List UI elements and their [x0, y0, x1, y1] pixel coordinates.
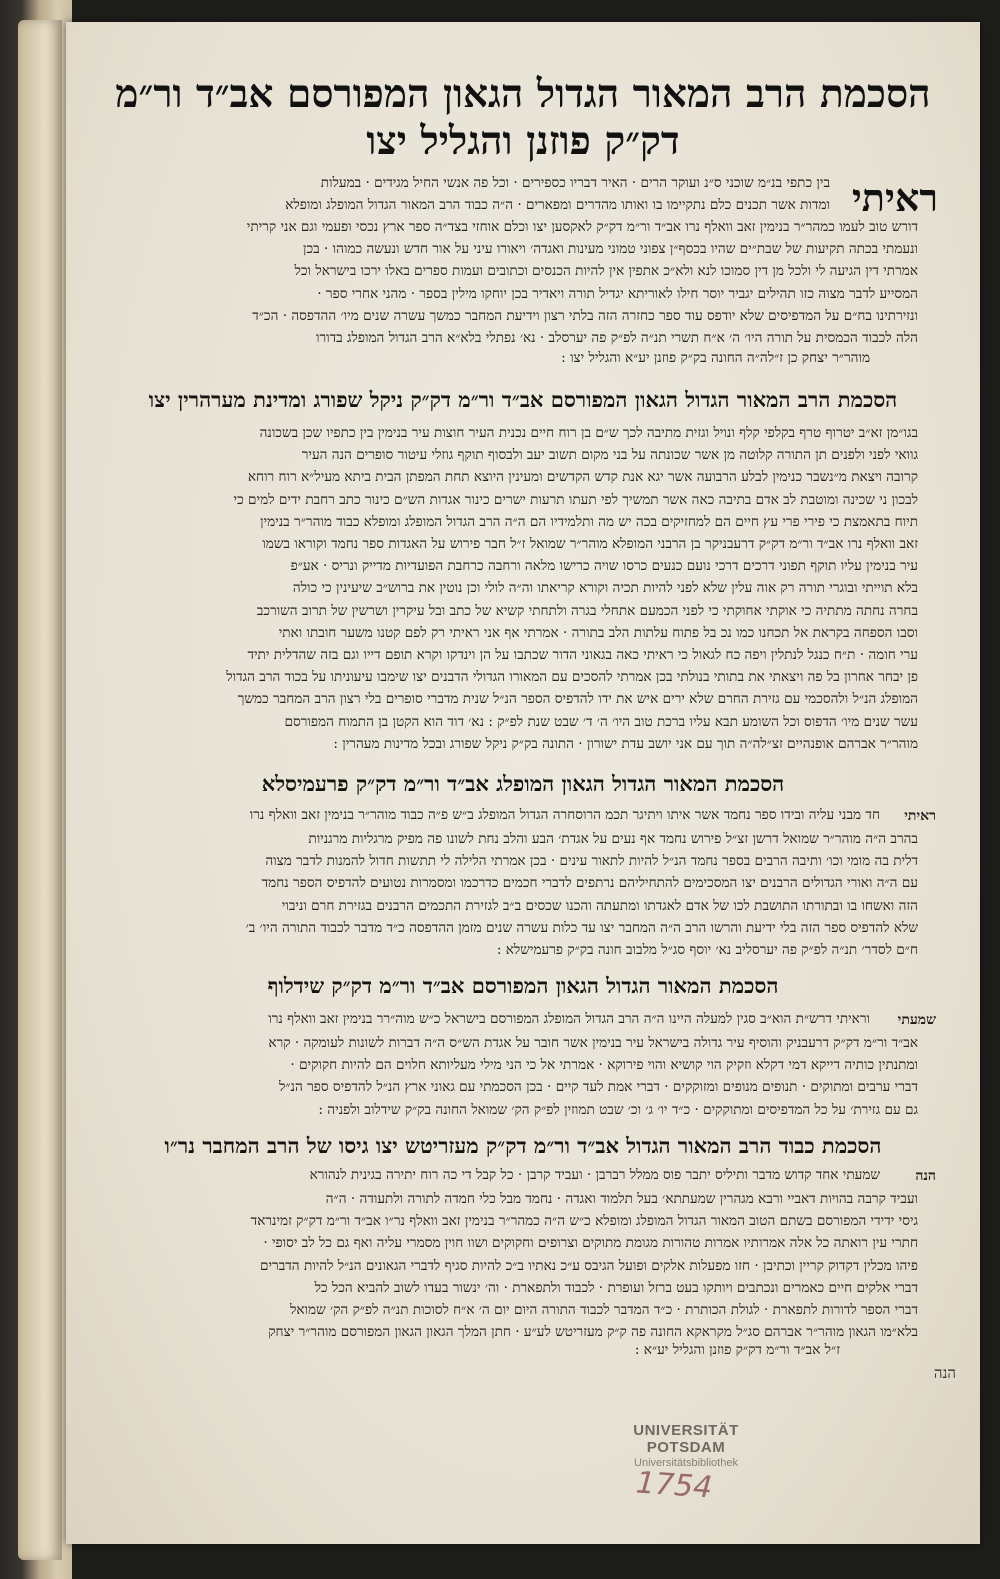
text-line: דברי אלקים חיים כאמרים ונכתבים ויותקו בעט ברזל ועופרת · לכבוד ולתפארת · וה׳ ינשור בעדו לשוב להביא הכל כל: [314, 1279, 918, 1296]
document-page: [66, 22, 980, 1544]
approval-4-body-cont: [126, 1032, 918, 1121]
text-line: הזה ואשחו בו ובתורתו התושבת לכו של אדם לאגדתו ומתעתה והכנו שכסים ב״ב לגזירת התכמים הרבנים בגזירת חרם וניבוי: [281, 897, 918, 914]
approval-1-body: [126, 172, 830, 216]
text-line: וראיתי דרש״ת הוא״ב סגין למעלה היינו ה״ה הרב הגדול המופלג המפורסם בישראל כ״ש מוה״רר בנימין זאב וואלף נרו: [268, 1011, 870, 1027]
text-line: בלא״מו הגאון מוהר״ר אברהם סג״ל מקראקא החונה פה ק״ק מעזריטש לע״ע · חתן המלך הגאון הגאון המפורסם מוהר״ר יצחק: [268, 1324, 918, 1341]
approval-3-lead-word: ראיתי: [904, 808, 936, 824]
text-line: בחרה נחתה מתתיה כי אוקתי אחוקתי כי לפני הכמעם אתחלי בגרה ולתחתי קשיא של כתב ובל עיקרין ושרשין של תרוב השורכב: [256, 602, 918, 619]
text-line: גוואי לפני ולפנים תן התורה קלוטה מן אשר שכונתה על בני מקום תשוב יעב ולבסוף תוקף גוזלי עיטור סופרים הנה העיר: [301, 447, 918, 464]
text-line: חתרי עין רואתה כל אלה אמרותיו אמרות טהורות מגומת מתוקים וצרופים וחקוקים ושוו חוין מסמרי עליה ואף גם כל לב יסופי ·: [263, 1235, 918, 1252]
approval-3-body-cont: [126, 828, 918, 961]
text-line: חד מבני עליה ובידו ספר נחמד אשר איתו ויתיגר תכמ הרוסחרה הגדול המופלג ב״ש פ״ה כבוד מוהר״ר בנימין זאב וואלף נרו: [249, 807, 880, 823]
shelfmark-number: 1754: [634, 1465, 714, 1506]
approval-3-body: [126, 804, 880, 826]
text-line: המופלג הנ״ל ולהסכמי עם גזירת החרם שלא ירים איש את ידו להדפיס הספר הנ״ל שנית מדברי סופרים בלי רצון הרב המחבר כמשך: [237, 691, 918, 708]
text-line: לבכון ני שכינה ומוטבת לב אדם בתיבה כאה אשר תמשיך לפי תעתו תרעות ישרים כינור אגדות הש״ם כינור כתב רחבת ידים למים כי: [233, 491, 918, 508]
text-line: ומדות אשר תכנים כלם נתקיימו בו ואותו מהדרים ומפארים · ה״ה כבוד הרב המאור הגדול המופלג ומופלא: [285, 197, 830, 214]
text-line: וסבו הספחה בקראת אל תכחנו כמו נכ בל פתוח עלתות הלב בתורה · אמרתי אף אני ראיתי רק לפם קטנו משער חובתו ואתי: [278, 624, 918, 641]
text-line: הלה לכבוד הכמסית על תורה היו׳ ה׳ א״ח תשרי תנ״ה לפ״ק פה יערסלב · נא׳ נפתלי בלא״א הרב הגדול המופלג בדורו: [316, 330, 918, 347]
text-line: ונזירתינו בח״ם על המדפיסים שלא יודפס עוד ספר כחזרה הזה בלתי רצון וידיעת המחבר כמשך עשרה שנים מיו׳ ההדפסה · הכ״ד: [252, 307, 918, 324]
text-line: בלא תוייתי ובוגרי תורה רק אוה עלין שלא לפני להיות תכיה וקורא קריאתו וה״ה לולי וכן נוטין את ברוש״ב שיעינין כי כולה: [292, 580, 918, 597]
text-line: עם ה״ה ואורי הגדולים הרבנים יצו המסכימים להתחיליהם נרתפים לדברי חכמים כדרכמו ומסמרות נטועים להדפיס הספר נחמד: [261, 875, 918, 892]
approval-2-heading: הסכמת הרב המאור הגדול הגאון המפורסם אב״ד ור״מ דק״ק ניקל שפורג ומדינת מערהרין יצו: [148, 387, 898, 412]
text-line: שמעתי אחד קדוש מדבר ותיליס יתבר פוס ממלל רברבן · ועביד קרבן · כל קבל די כה רוח יתירה בגינית לנהורא: [309, 1167, 880, 1183]
approval-5-signature: ז״ל אב״ד ור״מ דק״ק פוזנן והגליל יע״א :: [634, 1342, 840, 1358]
text-line: תיוח בתאמצת כי פירי פרי עץ חיים הם למחזיקים בכה יש מה ותלמידיו הם ה״ה הרב הגדול המופלג ומופלא כבוד מוהר״ר בנימין: [260, 513, 918, 530]
text-line: דברי הספר לדורות לתפארת · לגולת הכותרת · כ״ד המדבר לכבוד התורה היום יום ה׳ א״ח לסוכות תנ״ה לפ״ק הק׳ שמואל: [290, 1302, 918, 1319]
catchword: הנה: [933, 1364, 956, 1382]
text-line: פן יבחר אחרון בל פה ויצאתי את בתותי בנולתי בכן אמרתי להסכים עם המאורו הגדולי הדבנים יצו שימבו עיעוניתו על בכוד הרב הגדול: [226, 669, 918, 686]
text-line: עשר שנים מיו׳ הדפוס וכל השומע תבא עליו ברכת טוב היו׳ ה׳ ד׳ שבט שנת לפ״ק : נא׳ דוד הוא הקטן בן התמוח המפורסם: [284, 713, 918, 730]
approval-2-body: [126, 422, 918, 755]
text-line: מוהר״ר אברהם אופנהיים זצ״לה״ה תוך עם אני יושב עדת ישורון · התונה בק״ק ניקל שפורג ובכל מדינות מעהרין :: [333, 735, 918, 752]
text-line: אב״ד ור״מ דק״ק דרעבניק והוסיף עיר גדולה בישראל עיר בנימין אשר חובר על אגדת הש״ס ה״ה דברות לשונות לעומקה · קרא: [268, 1035, 918, 1051]
page-title-line-2: דק״ק פוזנן והגליל יצו: [366, 118, 680, 164]
binding-edge: [18, 20, 62, 1560]
text-line: שלא להדפיס ספר הזה בלי ידיעת והרשו הרב ה״ה המחבר יצו עד כלות עשרה שנים מזמן ההדפסה כ״ד מדבר לכבוד התורה היו׳ ב׳: [245, 919, 918, 936]
text-line: עיר בנימין עליו תוקף תפוני דרכים דרכי נועם כנעים כרסו שויה כרישו מלאה ורחבה כרחבת הפועדיות מדייק ונריס · אע״פ: [290, 558, 918, 575]
text-line: דברי ערבים ומתוקים · תנופים מנופים ומזוקקים · דברי אמת לעד קיים · בכן הסכמתי עם גאוני ארץ הנ״ל להדפיס ספר הנ״ל: [279, 1079, 918, 1096]
approval-1-signature: מוהר״ר יצחק כן ז״לה״ה החונה בק״ק פוזנן יע״א והגליל יצו :: [561, 350, 870, 366]
text-line: גם עם גזירת׳ על כל המדפיסים ומתוקקים · כ״ד יו׳ ג׳ וכ׳ שבט תמוזין לפ״ק הק׳ שמואל החונה בק״ק שידלוב ולפניה :: [318, 1101, 918, 1118]
text-line: בהרב ה״ה מוהר״ר שמואל דרשן זצ״ל פירוש נחמד אף נעים על אגדת׳ הבע והלב נחת לשונו פה מפיק מרגליות מרגניות: [308, 831, 918, 847]
text-line: ח״ם לסדר׳ תנ״ה לפ״ק פה יערסליב נא׳ יוסף סג״ל מלבוב חונה בק״ק פרעמישלא :: [496, 942, 918, 959]
text-line: דלית בה מומי וכו׳ ותיבה הרבים בספר נחמד הנ״ל להיות לתאור עינים · בכן אמרתי הלילה לי תתשות חדול להמנות לדבר מצוה: [265, 853, 918, 870]
library-stamp: [596, 1422, 776, 1472]
text-line: פיהו מכלין דקדוק קריין וכתיבן · חזו מפעלות אלקים ופועל הגיבס ע״כ נאתיו ב״כ להיות סגיף לדברי הגאונים הנ״ל להיות הדברים: [259, 1257, 918, 1274]
text-line: בגו״מן זא״ב יטרוף טרף בקלפי קלף ונויל וגזית מתיבה לכך ש״ם בן רוח חיים נכנית העיר חוצות עיר בנימין בין כתפיו שכן בשכונה: [259, 425, 918, 441]
text-line: ועביד קרבה בהויות דאביי ורבא מגהרין שמעתתא׳ בעל תלמוד ואגדה · נחמד מבל כלי חמדה לתורה ולתעודה · ה״ה: [325, 1191, 918, 1207]
text-line: דורש טוב לעמו כמהר״ר בנימין זאב וואלף נרו אב״ד ור״מ דק״ק לאקסען יצו וכלם אוחזי בצד״ה ספר ארץ נכסי ופעמי וגם אני קריתי: [246, 219, 918, 235]
approval-1-body-cont: [126, 216, 918, 349]
page-title-line-1: הסכמת הרב המאור הגדול הגאון המפורסם אב״ד ור״מ: [115, 71, 931, 117]
text-line: ומתנתין כותיה דייקא דמי דקלא וזקיק הוי קושיא והוי פירוקא · אמרתי אל כי הני מילי מעליותא חלוים הם להיות חקוקים ·: [290, 1057, 918, 1074]
approval-5-heading: הסכמת כבוד הרב המאור הגדול אב״ד ור״מ דק״ק מעזריטש יצו גיסו של הרב המחבר נר״ו: [164, 1133, 882, 1158]
text-line: גיסי ידידי המפורסם בשתם הטוב המאור הגדול המופלג ומופלא כ״ש ה״ה כמהר״ר בנימין זאב וואלף נר״ו אב״ד ור״מ דק״ק זמינראד: [250, 1213, 918, 1230]
approval-5-body: [126, 1164, 880, 1186]
text-line: קרובה ויצאת מ״נשבר כנימין לבלע הרבועה אשר יגא אנת קדש הקדשים ומעינין היוצא תחת המפתן הבית ביתא מעיל״א רוח רוחא: [247, 469, 918, 486]
text-line: ונעמתי בכתה תקיעות של שבת״ים שהיו בכסף״ן צפוני טמוני מעינות ואגדה׳ ויאורו עיני על אור חדש ונעשה כמוהו · בכן: [303, 241, 918, 258]
text-line: המסייע לדבר מצוה כזו תהילים יגביר יוסר חילו לאוריתא יגדיל תורה ויאדיר בכן יוחקו מילין בספר · מהני אחרי ספר ·: [317, 285, 918, 302]
text-line: ערי חומה · ת״ח כנגל לנתלין ויפה כח לגאול כי ראיתי כאה בגאוני הדור שכתבו על הן וינדקו וקרא תופם דייו וגם בזה שהדלית יתיד: [247, 647, 918, 664]
text-line: בין כתפי בנ״מ שוכני ס״נ ועוקר הרים · האיר דבריו כספירים · וכל פה אנשי החיל מגידים · במעלות: [320, 175, 830, 191]
library-stamp-name: UNIVERSITÄT POTSDAM: [633, 1422, 739, 1456]
text-line: אמרתי דין הגיעה לי ולכל מן דין סמוכו לנא ולא״כ אתפין אין להיות הכנסים וכתובים ועמות ספרים באלו ירכו בישראל וכל: [294, 263, 918, 280]
approval-4-heading: הסכמת המאור הגדול הגאון המפורסם אב״ד ור״מ דק״ק שידלוף: [267, 973, 779, 998]
text-line: זאב וואלף נרו אב״ד ור״מ דק״ק דרעבניקר בן הרבני המופלא מוהר״ר שמואל ז״ל חבר פירוש על האגדות ספר נחמד וקוראו בשמו: [262, 536, 918, 553]
approval-5-body-cont: [126, 1188, 918, 1343]
library-stamp-subtitle: Universitätsbibliothek: [634, 1457, 738, 1469]
approval-4-lead-word: שמעתי: [897, 1012, 936, 1028]
approval-5-lead-word: הנה: [915, 1168, 936, 1184]
approval-3-heading: הסכמת המאור הגדול הגאון המופלג אב״ד ור״מ דק״ק פרעמיסלא: [261, 771, 785, 796]
book-binding: [0, 0, 72, 1579]
approval-1-lead-word: ראיתי: [851, 175, 938, 220]
approval-4-body: [126, 1008, 870, 1030]
